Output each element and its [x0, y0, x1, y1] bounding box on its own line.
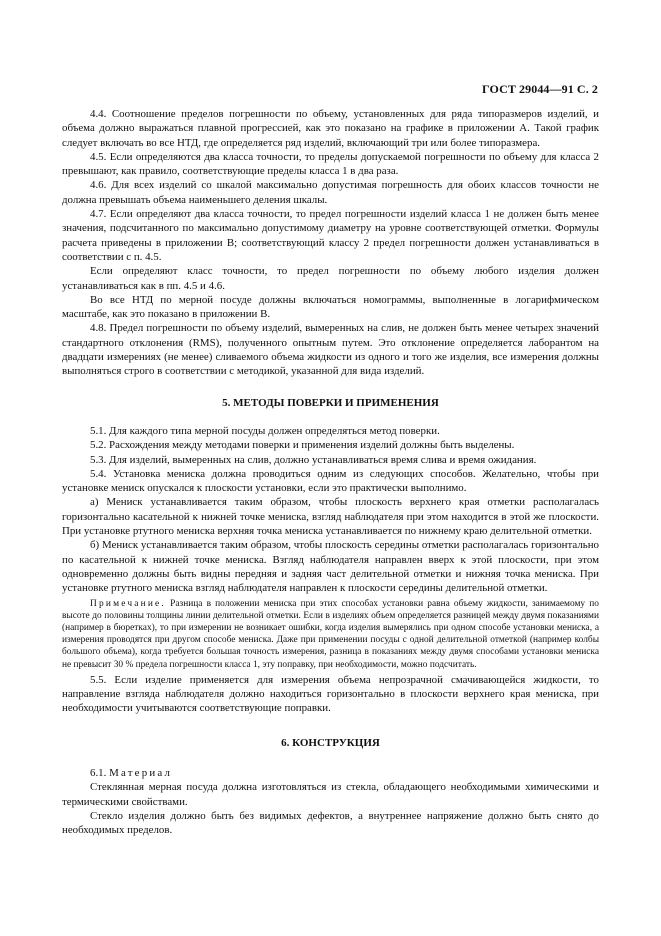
paragraph-4-7: 4.7. Если определяют два класса точности, то предел погрешности изделий класса 1 не должен быть менее значения, подсчитанного по максимально допустимому диаметру на уровне соответствующей отметки. Формулы расчета приведены в приложении В; соответствующий классу 2 предел погрешности должен устанавливаться в соответствии с п. 4.5. — [62, 208, 599, 263]
paragraph-glass-defects: Стекло изделия должно быть без видимых дефектов, а внутреннее напряжение должно быть снято до необходимых пределов. — [62, 809, 599, 837]
paragraph-4-8: 4.8. Предел погрешности по объему изделий, вымеренных на слив, не должен быть менее четырех значений стандартного отклонения (RMS), полученного опытным путем. Это отклонение определяется лаборантом на двадцати измерениях (не менее) сливаемого объема жидкости из одного и того же изделия, все измерения должны выполняться строго в соответствии с методикой, указанной для вида изделий. — [62, 322, 599, 378]
paragraph-5-1: 5.1. Для каждого типа мерной посуды должен определяться метод поверки. — [90, 424, 440, 437]
paragraph-4-6: 4.6. Для всех изделий со шкалой максимально допустимая погрешность для обоих классов точности не должна превышать объема наименьшего деления шкалы. — [62, 179, 599, 206]
material-label: Материал — [109, 766, 173, 779]
section-6-heading: 6. КОНСТРУКЦИЯ — [281, 736, 380, 749]
paragraph-4-7-class: Если определяют класс точности, то предел погрешности по объему любого изделия должен устанавливаться как в пп. 4.5 и 4.6. — [62, 265, 599, 292]
paragraph-6-1 — [62, 766, 599, 780]
section-5-heading: 5. МЕТОДЫ ПОВЕРКИ И ПРИМЕНЕНИЯ — [222, 396, 439, 409]
material-number: 6.1. — [90, 766, 107, 779]
paragraph-5-5: 5.5. Если изделие применяется для измерения объема непрозрачной смачивающейся жидкости, то направление взгляда наблюдателя должно находиться горизонтально в плоскости верхнего края мениска, при необходимости учитываются соответствующие поправки. — [62, 673, 599, 715]
paragraph-4-4: 4.4. Соотношение пределов погрешности по объему, установленных для ряда типоразмеров изделий, и объема должно выражаться плавной прогрессией, как это показано на графике в приложении А. Такой график следует включать во все НТД, где определяется ряд изделий, включающий три или более типоразмера. — [62, 108, 599, 149]
paragraph-5-3: 5.3. Для изделий, вымеренных на слив, должно устанавливаться время слива и время ожидания. — [90, 453, 537, 466]
paragraph-5-2: 5.2. Расхождения между методами поверки и применения изделий должны быть выделены. — [90, 439, 515, 452]
paragraph-4-5: 4.5. Если определяются два класса точности, то пределы допускаемой погрешности по объему для класса 2 превышают, как правило, соответствующие пределы класса 1 в два раза. — [62, 150, 599, 178]
note-paragraph — [62, 598, 599, 671]
document-body — [62, 107, 599, 837]
paragraph-glass-properties: Стеклянная мерная посуда должна изготовляться из стекла, обладающего необходимыми химическими и термическими свойствами. — [62, 781, 599, 808]
note-label: Примечание. — [90, 598, 166, 609]
paragraph-4-7-nomogram: Во все НТД по мерной посуде должны включаться номограммы, выполненные в логарифмическом масштабе, как это показано в приложении В. — [62, 293, 599, 321]
paragraph-5-4-a: а) Мениск устанавливается таким образом, чтобы плоскость верхнего края отметки располагалась горизонтально касательной к нижней точке мениска, взгляд наблюдателя при этом находится в этой же плоскости. При установке ртутного мениска верхняя точка мениска устанавливается по нижнему краю делительной отметки. — [62, 496, 599, 538]
paragraph-5-4-b: б) Мениск устанавливается таким образом, чтобы плоскость середины отметки располагалась горизонтально по касательной к нижней точке мениска. Взгляд наблюдателя направлен вверх к этой плоскости, при этом одновременно должны быть видны передняя и задняя част делительной отметки и нижняя точка мениска. При установке ртутного мениска взгляд наблюдателя направлен к плоскости середины делительной отметки. — [62, 539, 599, 595]
paragraph-5-4: 5.4. Установка мениска должна проводиться одним из следующих способов. Желательно, чтобы при установке мениск опускался к плоскости установки, если это практически выполнимо. — [62, 467, 599, 495]
page-header: ГОСТ 29044—91 С. 2 — [482, 82, 598, 96]
note-text: Разница в положении мениска при этих способах установки равна объему жидкости, занимаемому по высоте до половины толщины линии делительной отметки. Если в изделиях объем определяется разницей между двумя показаниями (например в бюретках), то при измерении не возникает ошибки, когда изделия вымерялись при одном способе установки мениска, а измерения проводятся при другом способе мениска. Даже при применении посуды с одной делительной отметкой (например колбы большого объема), когда требуется большая точность измерения, разница в показаниях между двумя способами установки мениска не превысит 30 % предела погрешности класса 1, эту поправку, при необходимости, можно подсчитать. — [62, 598, 599, 670]
